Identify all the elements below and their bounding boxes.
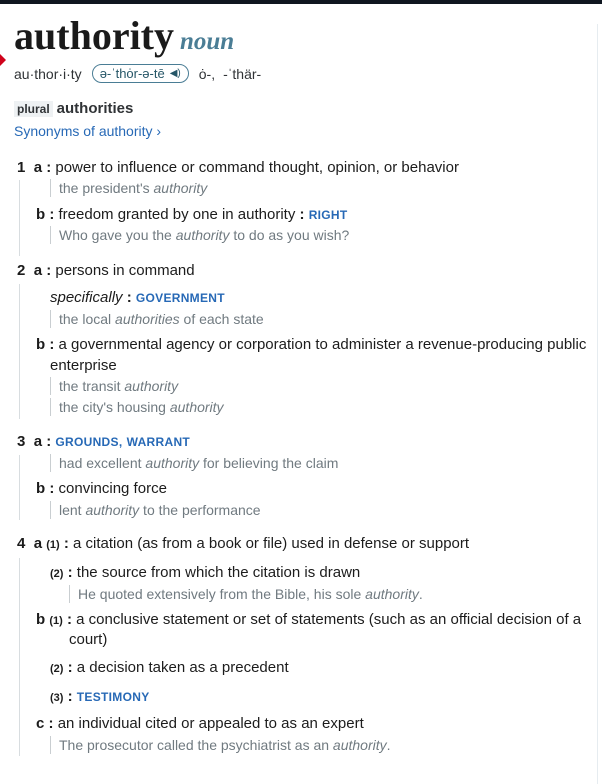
example-sentence: He quoted extensively from the Bible, his sole authority. [69,585,423,603]
top-bar [0,0,602,4]
example-sentence: The prosecutor called the psychiatrist as an authority. [50,736,391,754]
xref-link[interactable]: TESTIMONY [76,690,150,704]
plural-form: authorities [56,100,134,117]
alt-pronunciation-1: ȯ-, [198,65,216,82]
speaker-icon: ◀) [169,68,181,79]
sense-2-bar [19,284,20,419]
alt-pronunciation-2: -ˈthär- [223,65,262,82]
sense-3a: 3 a : GROUNDS, WARRANT [17,433,191,450]
example-sentence: Who gave you the authority to do as you wish? [50,226,349,244]
sense-4a-1: 4 a (1) : a citation (as from a book or file) used in defense or support [17,535,470,552]
sense-1-bar [19,180,20,256]
sense-4a-2: (2) : the source from which the citation is drawn [50,564,361,581]
example-sentence: the president's authority [50,179,207,197]
pronunciation-button[interactable] [92,64,189,83]
example-sentence: the local authorities of each state [50,310,264,328]
example-sentence: the transit authority [50,377,178,395]
example-sentence: the city's housing authority [50,398,224,416]
example-sentence: lent authority to the performance [50,501,261,519]
sense-3-bar [19,455,20,520]
sense-4c: c : an individual cited or appealed to as an expert [36,715,364,732]
xref-link[interactable]: GOVERNMENT [135,291,225,305]
red-marker-icon [0,54,6,66]
xref-link[interactable]: GROUNDS [55,435,119,449]
sense-1b: b : freedom granted by one in authority : RIGHT [36,206,348,223]
panel-divider [597,24,598,784]
sense-2a: 2 a : persons in command [17,262,195,279]
part-of-speech[interactable]: noun [180,28,235,55]
entry-title [14,12,234,59]
headword: authority [14,13,174,58]
plural-label: plural [14,101,53,117]
synonyms-link[interactable]: Synonyms of authority › [14,123,162,139]
sense-4-bar [19,558,20,756]
sense-4b-1: b (1) : a conclusive statement or set of statements (such as an official decision of a [36,611,582,628]
sense-3b: b : convincing force [36,480,167,497]
plural-row [14,100,133,117]
sense-2a-specifically: specifically : GOVERNMENT [50,289,225,306]
syllabification: au·thor·i·ty [14,65,82,82]
sense-2b-cont: enterprise [50,357,117,374]
xref-link[interactable]: RIGHT [308,208,348,222]
pronunciation-text: ə-ˈthȯr-ə-tē [99,66,165,81]
sense-1a: 1 a : power to influence or command thought, opinion, or behavior [17,159,459,176]
sense-2b: b : a governmental agency or corporation to administer a revenue-producing public [36,336,587,353]
sense-4b-3: (3) : TESTIMONY [50,688,150,705]
xref-link[interactable]: WARRANT [126,435,191,449]
pronunciation-row [14,64,261,83]
sense-4b-2: (2) : a decision taken as a precedent [50,659,289,676]
sense-4b-1-cont: court) [69,631,108,648]
example-sentence: had excellent authority for believing the claim [50,454,338,472]
